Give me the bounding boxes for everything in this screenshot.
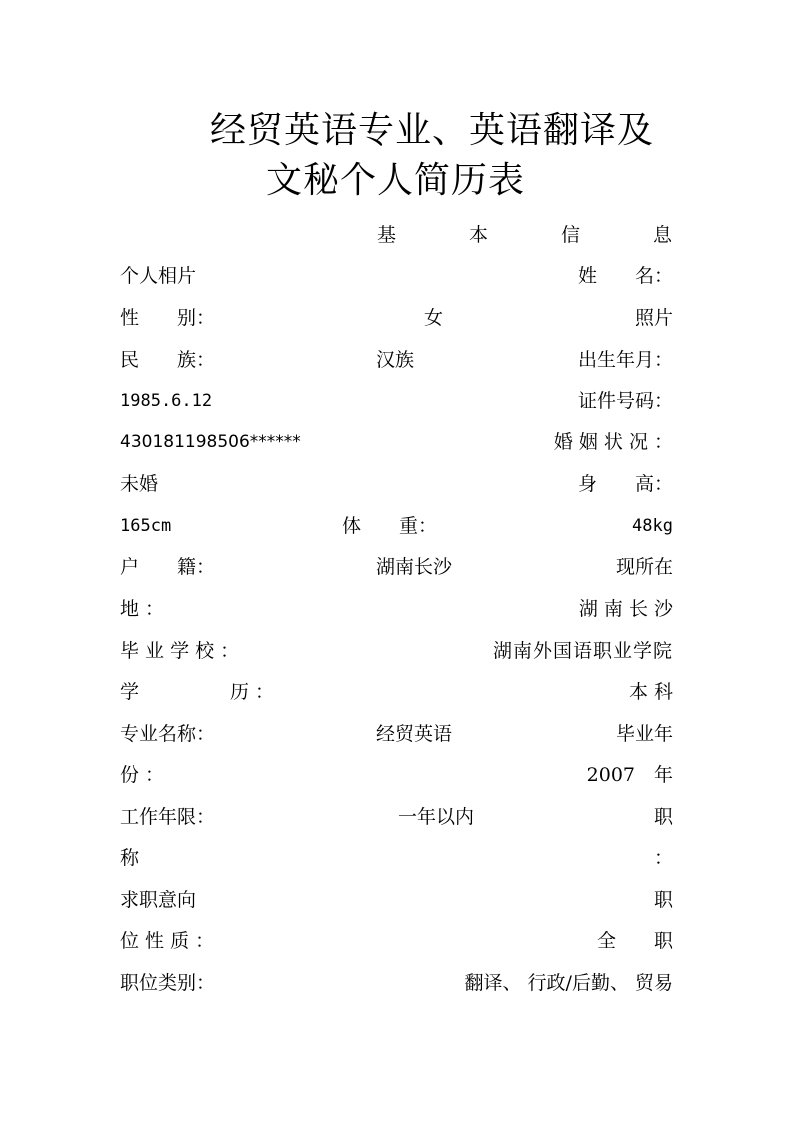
row-gender — [120, 303, 673, 333]
section-char-1: 基 — [377, 224, 397, 246]
document-title-line1: 经贸英语专业、英语翻译及 — [210, 110, 655, 151]
row-birth — [120, 386, 673, 416]
school-label: 毕 业 学 校 ： — [120, 640, 240, 662]
id-label: 证件号码： — [577, 390, 673, 412]
row-job-title — [120, 843, 673, 873]
section-char-4: 息 — [653, 224, 673, 246]
birth-label: 出生年月： — [577, 349, 673, 371]
grad-value: 2007 年 — [586, 764, 673, 786]
row-major — [120, 719, 673, 749]
row-height-weight — [120, 511, 673, 541]
ethnicity-label: 民 族： — [120, 349, 216, 371]
residence-label-a: 现所在 — [615, 556, 673, 578]
document-title-line2: 文秘个人简历表 — [266, 160, 526, 201]
marital-label: 婚 姻 状 况 ： — [553, 431, 673, 453]
row-residence — [120, 594, 673, 624]
row-marital — [120, 469, 673, 499]
weight-label: 体 重： — [342, 515, 438, 537]
category-value: 翻译、 行政/后勤、 贸易 — [464, 972, 673, 994]
work-years-label: 工作年限： — [120, 806, 216, 828]
job-title-label-b: 称 — [120, 847, 140, 869]
id-value: 430181198506****** — [120, 432, 301, 452]
category-label: 职位类别： — [120, 972, 216, 994]
marital-value: 未婚 — [120, 473, 159, 495]
row-work-years — [120, 802, 673, 832]
edu-label-a: 学 — [120, 681, 140, 703]
row-graduation — [120, 760, 673, 790]
row-education — [120, 677, 673, 707]
weight-value: 48kg — [632, 516, 673, 536]
position-label-b: 位 性 质 ： — [120, 930, 215, 952]
work-years-value: 一年以内 — [398, 806, 475, 828]
section-char-3: 信 — [561, 224, 581, 246]
height-value: 165cm — [120, 516, 172, 536]
section-basic-info — [120, 220, 673, 250]
row-position-nature — [120, 926, 673, 956]
edu-label-b: 历 ： — [230, 681, 275, 703]
major-value: 经贸英语 — [376, 723, 453, 745]
residence-label-b: 地 ： — [120, 598, 165, 620]
row-photo-name — [120, 261, 673, 291]
position-value: 全 职 — [596, 930, 673, 952]
job-title-colon: ： — [653, 847, 673, 869]
job-title-label-a: 职 — [653, 806, 673, 828]
major-label: 专业名称： — [120, 723, 216, 745]
height-label: 身 高： — [577, 473, 673, 495]
edu-value: 本 科 — [628, 681, 673, 703]
birth-value: 1985.6.12 — [120, 391, 213, 411]
grad-label-a: 毕业年 — [615, 723, 673, 745]
name-label: 姓 名： — [577, 265, 673, 287]
residence-value: 湖 南 长 沙 — [578, 598, 673, 620]
hukou-label: 户 籍： — [120, 556, 216, 578]
position-label-a: 职 — [653, 889, 673, 911]
grad-label-b: 份 ： — [120, 764, 165, 786]
row-hukou — [120, 552, 673, 582]
row-id — [120, 427, 673, 457]
intent-label: 求职意向 — [120, 889, 197, 911]
hukou-value: 湖南长沙 — [376, 556, 453, 578]
photo-value: 照片 — [634, 307, 673, 329]
school-value: 湖南外国语职业学院 — [492, 640, 673, 662]
row-ethnicity — [120, 345, 673, 375]
row-intent — [120, 885, 673, 915]
gender-value: 女 — [424, 307, 444, 329]
photo-label: 个人相片 — [120, 265, 197, 287]
section-char-2: 本 — [469, 224, 489, 246]
row-position-category — [120, 968, 673, 998]
gender-label: 性 别： — [120, 307, 216, 329]
row-school — [120, 636, 673, 666]
ethnicity-value: 汉族 — [376, 349, 415, 371]
